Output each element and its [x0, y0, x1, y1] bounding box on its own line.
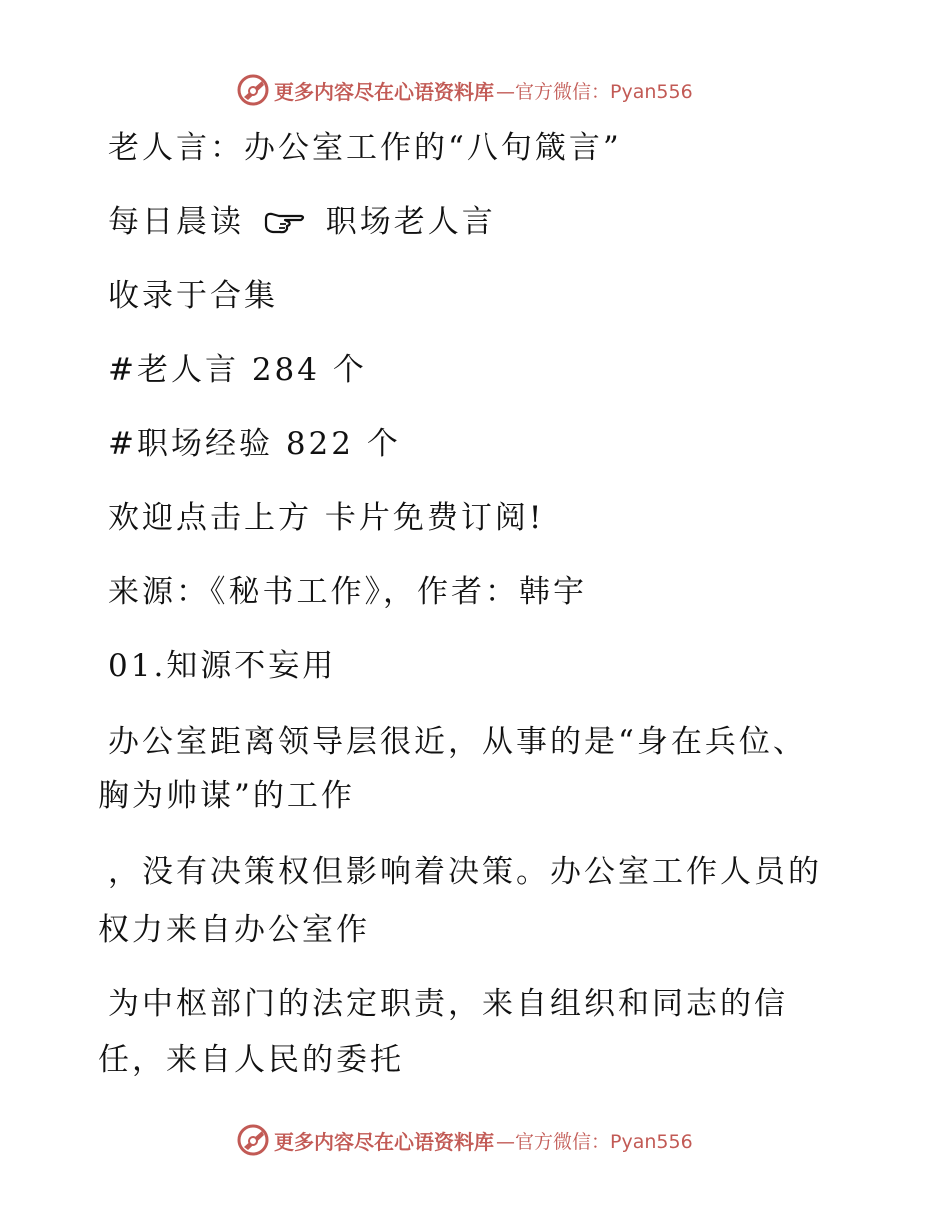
series-line: [108, 202, 496, 242]
tag-elder-words[interactable]: #老人言 284 个: [108, 352, 367, 388]
document-title: 老人言：办公室工作的“八句箴言”: [108, 130, 622, 166]
subscribe-prompt: 欢迎点击上方 卡片免费订阅!: [108, 500, 545, 536]
paragraph-1-line-2: 胸为帅谋”的工作: [98, 778, 355, 814]
seal-logo-icon: [236, 1123, 270, 1157]
watermark-main-text: 更多内容尽在心语资料库: [274, 1129, 494, 1154]
paragraph-1-line-1: 办公室距离领导层很近，从事的是“身在兵位、: [108, 724, 807, 760]
section-heading: 01.知源不妄用: [108, 648, 337, 684]
paragraph-3-line-2: 任，来自人民的委托: [98, 1042, 404, 1078]
paragraph-3-line-1: 为中枢部门的法定职责，来自组织和同志的信: [108, 986, 788, 1022]
watermark-main-text: 更多内容尽在心语资料库: [274, 79, 494, 104]
pointing-hand-icon: [263, 209, 307, 235]
seal-logo-icon: [236, 73, 270, 107]
watermark-sub-text: —官方微信：Pyan556: [496, 80, 693, 103]
paragraph-2-line-1: ，没有决策权但影响着决策。办公室工作人员的: [108, 854, 822, 890]
series-name: 职场老人言: [325, 204, 496, 240]
watermark-sub-text: —官方微信：Pyan556: [496, 1130, 693, 1153]
series-prefix: 每日晨读: [108, 204, 244, 240]
header-watermark: [236, 72, 693, 108]
footer-watermark: [236, 1122, 693, 1158]
source-line: 来源：《秘书工作》，作者：韩宇: [108, 574, 587, 610]
tag-workplace-experience[interactable]: #职场经验 822 个: [108, 426, 401, 462]
paragraph-2-line-2: 权力来自办公室作: [98, 912, 370, 948]
collection-label: 收录于合集: [108, 278, 278, 314]
